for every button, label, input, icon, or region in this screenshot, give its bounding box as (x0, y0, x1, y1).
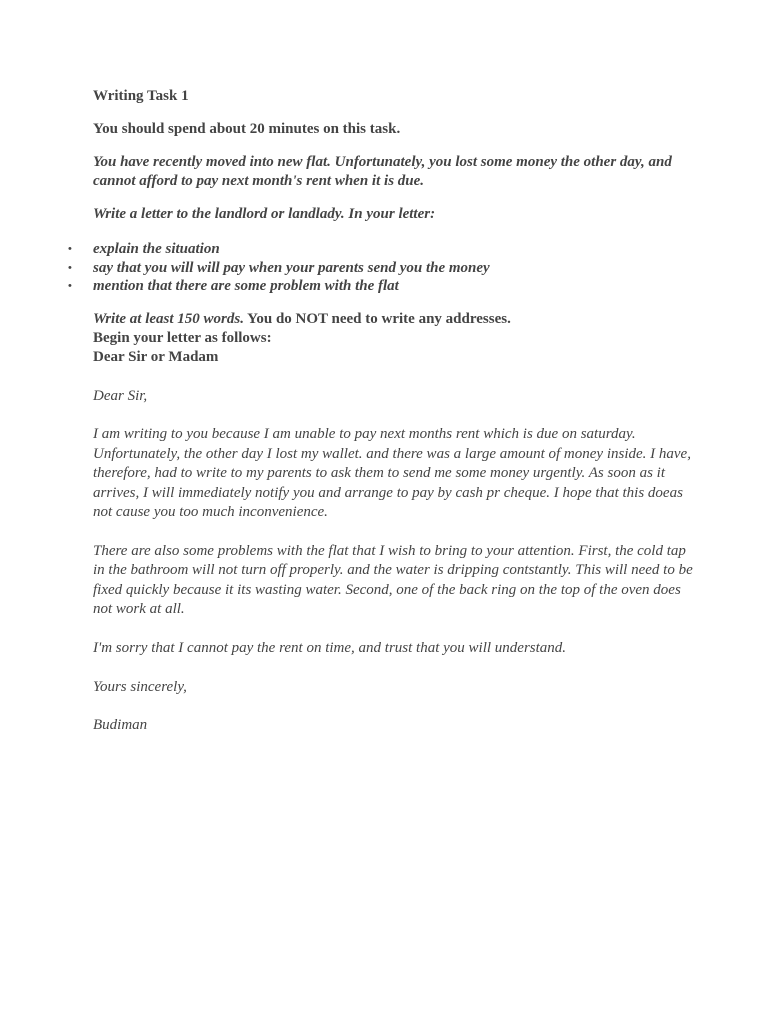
letter-salutation: Dear Sir, (93, 387, 148, 404)
task-scenario: You have recently moved into new flat. Unfortunately, you lost some money the other day, and cannot afford to pay next month's rent when it is due. (93, 154, 672, 189)
time-instruction: You should spend about 20 minutes on this task. (93, 121, 401, 137)
bullet-icon: • (68, 280, 72, 292)
letter-closing: Yours sincerely, (93, 678, 187, 695)
word-limit: Write at least 150 words. (93, 310, 244, 327)
bullet-text: mention that there are some problem with the flat (93, 278, 399, 294)
letter-paragraph: I am writing to you because I am unable to pay next months rent which is due on saturday. Unfortunately, the other day I lost my wallet. and there was a large amount of money inside. I have, therefore, had to write to my parents to ask them to send me some money urgently. As soon as it arrives, I will immediately notify you and arrange to pay by cash pr cheque. I hope that this doeas not cause you too much inconvenience. (93, 426, 691, 520)
bullet-text: say that you will will pay when your parents send you the money (93, 259, 490, 276)
bullet-icon: • (68, 261, 72, 274)
task-bullet-list (68, 240, 693, 296)
begin-salutation: Dear Sir or Madam (93, 348, 219, 365)
begin-instruction: Begin your letter as follows: (93, 329, 272, 346)
list-item (68, 277, 693, 296)
task-heading: Writing Task 1 (93, 88, 189, 104)
letter-body (93, 387, 693, 736)
address-note: You do NOT need to write any addresses. (243, 310, 511, 327)
word-limit-line (93, 310, 693, 329)
bullet-icon: • (68, 243, 72, 255)
task-prompt: Write a letter to the landlord or landlady. In your letter: (93, 206, 436, 222)
letter-signature: Budiman (93, 717, 148, 734)
list-item (68, 240, 693, 259)
bullet-text: explain the situation (93, 241, 220, 257)
letter-paragraph: I'm sorry that I cannot pay the rent on time, and trust that you will understand. (93, 639, 567, 656)
list-item (68, 259, 693, 278)
letter-paragraph: There are also some problems with the flat that I wish to bring to your attention. First, the cold tap in the bathroom will not turn off properly. and the water is dripping contstantly. This will need to be fixed quickly because it its wasting water. Second, one of the back ring on the top of the oven does not work at all. (93, 542, 693, 617)
document-page (68, 87, 693, 736)
